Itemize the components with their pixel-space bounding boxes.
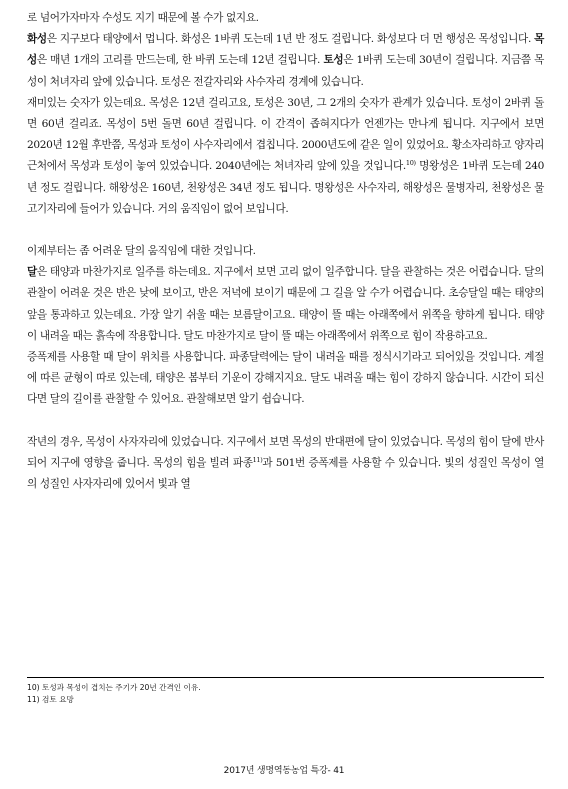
paragraph-gap <box>27 411 544 432</box>
paragraph-text: 과 501번 증폭제를 사용할 수 있습니다. 빛의 성질인 목성이 열의 성질인 사자자리에 있어서 빛과 열 <box>27 456 544 491</box>
footnotes <box>27 677 544 706</box>
paragraph-intro <box>27 8 544 29</box>
paragraph-numbers <box>27 93 544 220</box>
paragraph-text: 은 매년 1개의 고리를 만드는데, 한 바퀴 도는데 12년 걸립니다. <box>36 54 324 67</box>
paragraph-text: 은 1바퀴 도는데 30년이 걸립니다. 지금쯤 목성이 처녀자리 앞에 있습니다. 토성은 전갈자리와 사수자리 경계에 있습니다. <box>27 54 544 88</box>
paragraph-mars <box>27 29 544 93</box>
paragraph-text: 은 태양과 마찬가지로 일주를 하는데요. 지구에서 보면 고리 없이 일주합니다. 달을 관찰하는 것은 어렵습니다. 달의 관찰이 어려운 것은 반은 낮에 보이고, 반은 저녁에 보이기 때문에 그 길을 알 수가 어렵습니다. 초승달일 때는 태양의 앞을 통과하고 있는데요. 가장 알기 쉬울 때는 보름달이고요. 태양이 뜰 때는 아래쪽에서 위쪽을 향하게 됩니다. 태양이 내려올 때는 흙속에 작용합니다. 달도 마찬가지로 달이 뜰 때는 아래쪽에서 위쪽으로 힘이 작용하고요. <box>27 266 544 342</box>
paragraph-text: 이제부터는 좀 어려운 달의 움직임에 대한 것입니다. <box>27 245 256 258</box>
page-footer: 2017년 생명역동농업 특강- 41 <box>223 766 345 776</box>
paragraph-text: 증폭제를 사용할 때 달이 위치를 사용합니다. 파종달력에는 달이 내려올 때를 정식시기라고 되어있을 것입니다. 계절에 따른 균형이 따로 있는데, 태양은 봄부터 기운이 강해지지요. 달도 내려올 때는 힘이 강하지 않습니다. 시간이 되신다면 달의 길이를 관찰할 수 있어요. 관찰해보면 알기 쉽습니다. <box>27 351 544 406</box>
paragraph-text: 명왕성은 1바퀴 도는데 240년 정도 걸립니다. 해왕성은 160년, 천왕성은 34년 정도 됩니다. 명왕성은 사수자리, 해왕성은 물병자리, 천왕성은 물고기자리에 들어가 있습니다. 거의 움직임이 없어 보입니다. <box>27 160 544 215</box>
body-text <box>27 8 544 495</box>
paragraph-text: 로 넘어가자마자 수성도 지기 때문에 볼 수가 없지요. <box>27 12 259 24</box>
paragraph-moon-intro <box>27 241 544 262</box>
paragraph-moon <box>27 262 544 347</box>
paragraph-last-year <box>27 432 544 496</box>
footnote-10: 10) 토성과 목성이 겹치는 주기가 20년 간격인 이유. <box>27 683 201 692</box>
footnote-ref-10[interactable]: 10) <box>405 159 416 168</box>
paragraph-text: 재미있는 숫자가 있는데요. 목성은 12년 걸리고요, 토성은 30년, 그 2개의 숫자가 관계가 있습니다. 토성이 2바퀴 돌면 60년 걸리죠. 목성이 5번 돌면 60년 걸립니다. 이 간격이 좁혀지다가 언젠가는 만나게 됩니다. 지구에서 보면 2020년 12월 후반쯤, 목성과 토성이 사수자리에서 겹칩니다. 2000년도에 같은 일이 있었어요. 황소자리하고 양자리 근처에서 목성과 토성이 놓여 있었습니다. 2040년에는 처녀자리 앞에 있을 것입니다. <box>27 96 544 173</box>
term-jupiter: 목성 <box>27 33 544 67</box>
paragraph-text: 작년의 경우, 목성이 사자자리에 있었습니다. 지구에서 보면 목성의 반대편에 달이 있었습니다. 목성의 힘이 달에 반사되어 지구에 영향을 줍니다. 목성의 힘을 빌려 파종 <box>27 435 544 469</box>
term-saturn: 토성 <box>323 54 344 67</box>
paragraph-text: 은 지구보다 태양에서 멉니다. 화성은 1바퀴 도는데 1년 반 정도 걸립니다. 화성보다 더 먼 행성은 목성입니다. <box>46 33 535 46</box>
term-mars: 화성 <box>27 33 47 46</box>
document-page <box>27 8 544 495</box>
term-moon: 달 <box>27 266 37 279</box>
footnote-11: 11) 검토 요망 <box>27 695 74 704</box>
footnote-ref-11[interactable]: 11) <box>252 455 263 464</box>
paragraph-gap <box>27 220 544 241</box>
paragraph-preparations <box>27 347 544 411</box>
